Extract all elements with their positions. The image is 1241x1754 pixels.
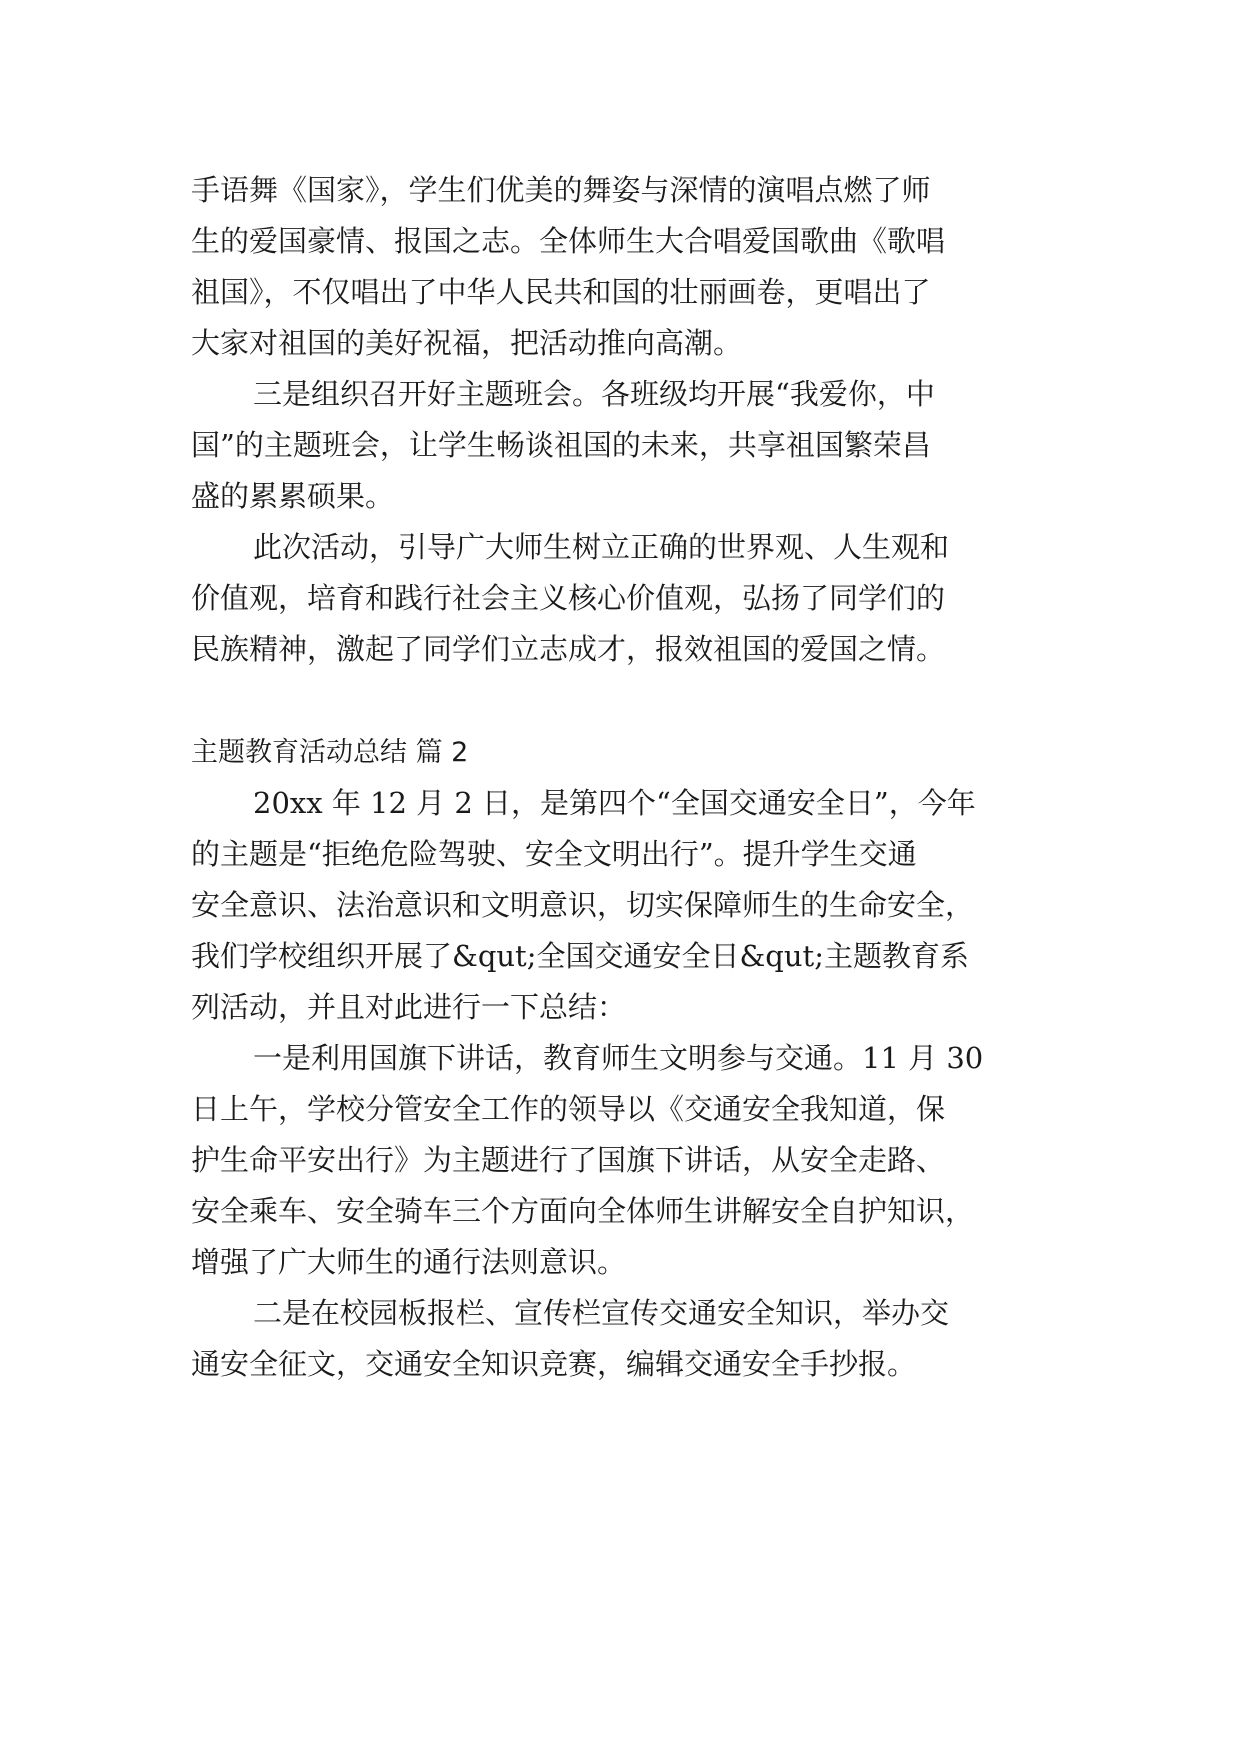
paragraph-line: 安全意识、法治意识和文明意识，切实保障师生的生命安全， (191, 888, 975, 922)
paragraph (191, 1288, 1051, 1390)
paragraph-line: 一是利用国旗下讲话，教育师生文明参与交通。11 月 30 (253, 1041, 984, 1075)
paragraph-line: 安全乘车、安全骑车三个方面向全体师生讲解安全自护知识， (191, 1194, 975, 1228)
paragraph-line: 此次活动，引导广大师生树立正确的世界观、人生观和 (253, 530, 950, 564)
paragraph-line: 国”的主题班会，让学生畅谈祖国的未来，共享祖国繁荣昌 (191, 428, 931, 462)
paragraph-line: 民族精神，激起了同学们立志成才，报效祖国的爱国之情。 (191, 632, 946, 666)
paragraph-line: 盛的累累硕果。 (191, 479, 395, 513)
paragraph (191, 369, 1051, 522)
paragraph-line: 三是组织召开好主题班会。各班级均开展“我爱你，中 (253, 377, 935, 411)
paragraph-line: 祖国》，不仅唱出了中华人民共和国的壮丽画卷，更唱出了 (191, 275, 931, 309)
paragraph-line: 日上午，学校分管安全工作的领导以《交通安全我知道，保 (191, 1092, 946, 1126)
paragraph-line: 的主题是“拒绝危险驾驶、安全文明出行”。提升学生交通 (191, 837, 917, 871)
paragraph (191, 165, 1051, 369)
paragraph-line: 手语舞《国家》，学生们优美的舞姿与深情的演唱点燃了师 (191, 173, 931, 207)
paragraph-line: 生的爱国豪情、报国之志。全体师生大合唱爱国歌曲《歌唱 (191, 224, 946, 258)
paragraph-line: 列活动，并且对此进行一下总结： (191, 990, 627, 1024)
document-body (191, 165, 1051, 1390)
paragraph-line: 增强了广大师生的通行法则意识。 (191, 1245, 627, 1279)
paragraph-line: 护生命平安出行》为主题进行了国旗下讲话，从安全走路、 (191, 1143, 946, 1177)
section-heading: 主题教育活动总结 篇 2 (191, 737, 469, 768)
paragraph-line: 20xx 年 12 月 2 日，是第四个“全国交通安全日”，今年 (253, 786, 976, 820)
paragraph-line: 通安全征文，交通安全知识竞赛，编辑交通安全手抄报。 (191, 1347, 917, 1381)
paragraph (191, 522, 1051, 675)
paragraph-line: 价值观，培育和践行社会主义核心价值观，弘扬了同学们的 (191, 581, 946, 615)
section-spacer (191, 675, 1051, 727)
paragraph-line: 大家对祖国的美好祝福，把活动推向高潮。 (191, 326, 743, 360)
paragraph (191, 778, 1051, 1033)
paragraph (191, 1033, 1051, 1288)
paragraph-line: 二是在校园板报栏、宣传栏宣传交通安全知识，举办交 (253, 1296, 950, 1330)
paragraph-line: 我们学校组织开展了&qut;全国交通安全日&qut;主题教育系 (191, 939, 969, 973)
